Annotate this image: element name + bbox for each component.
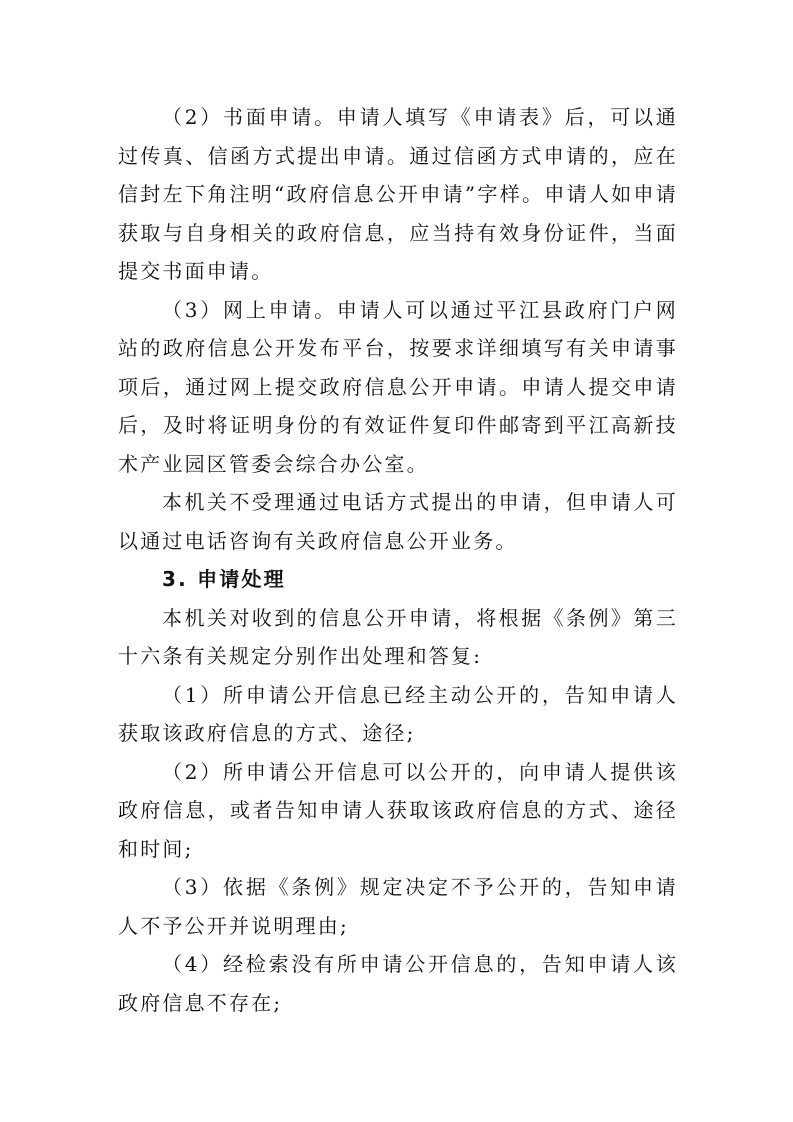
- paragraph-online-application: （3）网上申请。申请人可以通过平江县政府门户网站的政府信息公开发布平台，按要求详细填写有关申请事项后，通过网上提交政府信息公开申请。申请人提交申请后，及时将证明身份的有效证件复印件邮寄到平江高新技术产业园区管委会综合办公室。: [118, 297, 678, 476]
- paragraph-item-3: （3）依据《条例》规定决定不予公开的，告知申请人不予公开并说明理由;: [118, 875, 678, 938]
- paragraph-item-1: （1）所申请公开信息已经主动公开的，告知申请人获取该政府信息的方式、途径;: [118, 682, 678, 745]
- section-heading: 3. 申请处理: [162, 567, 286, 591]
- paragraph-phone-notice: 本机关不受理通过电话方式提出的申请，但申请人可以通过电话咨询有关政府信息公开业务。: [118, 490, 678, 553]
- document-body: [118, 98, 678, 1022]
- paragraph-written-application: （2）书面申请。申请人填写《申请表》后，可以通过传真、信函方式提出申请。通过信函方式申请的，应在信封左下角注明“政府信息公开申请”字样。申请人如申请获取与自身相关的政府信息，应当持有效身份证件，当面提交书面申请。: [118, 105, 678, 283]
- paragraph-processing-intro: 本机关对收到的信息公开申请，将根据《条例》第三十六条有关规定分别作出处理和答复:: [118, 605, 678, 668]
- paragraph-item-2: （2）所申请公开信息可以公开的，向申请人提供该政府信息，或者告知申请人获取该政府信息的方式、途径和时间;: [118, 759, 678, 861]
- paragraph-item-4: （4）经检索没有所申请公开信息的，告知申请人该政府信息不存在;: [118, 952, 678, 1015]
